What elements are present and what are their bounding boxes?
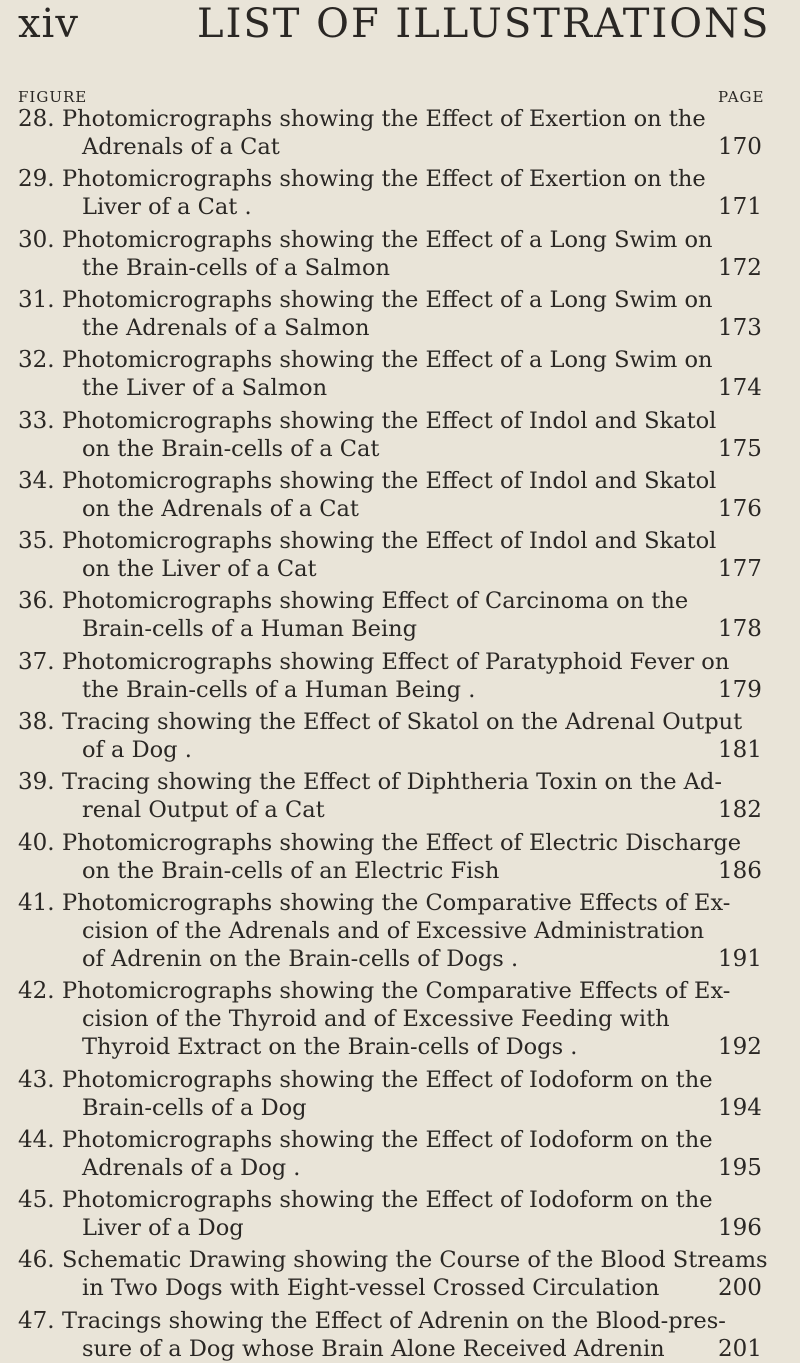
caption-line: the Liver of a Salmon bbox=[82, 375, 328, 402]
caption-line: Photomicrographs showing the Comparative Effects of Ex- bbox=[62, 978, 731, 1005]
figure-number: 34. bbox=[18, 467, 55, 494]
caption-line: in Two Dogs with Eight-vessel Crossed Circulation bbox=[82, 1275, 660, 1302]
figure-caption bbox=[62, 105, 710, 161]
figure-number: 41. bbox=[18, 889, 55, 916]
page-reference: 200 bbox=[718, 1275, 762, 1302]
caption-line: Tracing showing the Effect of Diphtheria Toxin on the Ad- bbox=[62, 769, 722, 796]
page-reference: 179 bbox=[718, 676, 762, 703]
figure-caption bbox=[62, 407, 717, 463]
caption-line: Photomicrographs showing the Effect of Indol and Skatol bbox=[62, 467, 717, 494]
figure-number: 30. bbox=[18, 226, 55, 253]
figure-number: 42. bbox=[18, 978, 55, 1005]
page-reference: 192 bbox=[718, 1034, 762, 1061]
page-reference: 170 bbox=[718, 134, 762, 160]
page-reference: 201 bbox=[718, 1335, 762, 1362]
figure-caption bbox=[62, 648, 730, 704]
page-reference: 178 bbox=[718, 616, 762, 643]
caption-line: Adrenals of a Cat bbox=[82, 134, 280, 160]
page-reference: 182 bbox=[718, 797, 762, 824]
caption-line: sure of a Dog whose Brain Alone Received Adrenin bbox=[82, 1335, 665, 1362]
caption-line: the Brain-cells of a Human Being . bbox=[82, 676, 476, 703]
caption-line: Photomicrographs showing the Effect of Electric Discharge bbox=[62, 829, 742, 856]
caption-line: Photomicrographs showing the Effect of Iodoform on the bbox=[62, 1187, 713, 1214]
caption-line: renal Output of a Cat bbox=[82, 797, 325, 824]
figure-number: 36. bbox=[18, 588, 55, 615]
caption-line: Photomicrographs showing the Effect of a Long Swim on bbox=[62, 286, 713, 313]
caption-line: Liver of a Dog bbox=[82, 1215, 244, 1242]
caption-line: Thyroid Extract on the Brain-cells of Dogs . bbox=[82, 1034, 578, 1061]
figure-caption bbox=[62, 1186, 713, 1242]
caption-line: Schematic Drawing showing the Course of the Blood Streams bbox=[62, 1247, 768, 1274]
figure-number: 31. bbox=[18, 286, 55, 313]
caption-line: Adrenals of a Dog . bbox=[82, 1154, 301, 1181]
figure-caption bbox=[62, 467, 717, 523]
page-reference: 172 bbox=[718, 254, 762, 281]
figure-column-heading: FIGURE bbox=[18, 88, 88, 106]
caption-line: the Adrenals of a Salmon bbox=[82, 314, 370, 341]
caption-line: Photomicrographs showing the Comparative Effects of Ex- bbox=[62, 889, 731, 916]
figure-number: 29. bbox=[18, 166, 55, 193]
caption-line: Photomicrographs showing Effect of Carcinoma on the bbox=[62, 588, 689, 615]
figure-number: 44. bbox=[18, 1126, 55, 1153]
caption-line: Photomicrographs showing the Effect of a Long Swim on bbox=[62, 347, 713, 374]
caption-line: of a Dog . bbox=[82, 737, 192, 763]
figure-caption bbox=[62, 1066, 713, 1122]
caption-line: Photomicrographs showing the Effect of Indol and Skatol bbox=[62, 528, 717, 555]
page-reference: 173 bbox=[718, 314, 762, 341]
figure-number: 39. bbox=[18, 769, 55, 796]
figure-caption bbox=[62, 346, 713, 402]
page-reference: 174 bbox=[718, 375, 762, 402]
figure-number: 35. bbox=[18, 528, 55, 555]
figure-caption bbox=[62, 1307, 726, 1363]
figure-number: 33. bbox=[18, 407, 55, 434]
running-title: LIST OF ILLUSTRATIONS bbox=[197, 1, 771, 47]
page-column-heading: PAGE bbox=[718, 88, 765, 106]
caption-line: on the Brain-cells of a Cat bbox=[82, 435, 380, 462]
caption-line: Photomicrographs showing the Effect of Indol and Skatol bbox=[62, 407, 717, 434]
caption-line: Brain-cells of a Human Being bbox=[82, 616, 418, 643]
caption-line: on the Brain-cells of an Electric Fish bbox=[82, 857, 500, 884]
page-reference: 171 bbox=[718, 194, 762, 221]
caption-line: cision of the Adrenals and of Excessive Administration bbox=[82, 917, 705, 944]
page-reference: 195 bbox=[718, 1154, 762, 1181]
caption-line: on the Liver of a Cat bbox=[82, 556, 317, 583]
caption-line: Tracings showing the Effect of Adrenin on the Blood-pres- bbox=[62, 1307, 726, 1334]
figure-caption bbox=[62, 165, 710, 221]
figure-caption bbox=[62, 527, 717, 583]
caption-line: cision of the Thyroid and of Excessive Feeding with bbox=[82, 1006, 670, 1033]
caption-line: Photomicrographs showing Effect of Paratyphoid Fever on bbox=[62, 648, 730, 675]
figure-number: 28. bbox=[18, 106, 55, 132]
figure-caption bbox=[62, 226, 713, 282]
caption-line: Photomicrographs showing the Effect of a Long Swim on bbox=[62, 226, 713, 253]
page-reference: 175 bbox=[718, 435, 762, 462]
figure-number: 46. bbox=[18, 1247, 55, 1274]
figure-caption bbox=[62, 587, 710, 643]
figure-number: 43. bbox=[18, 1066, 55, 1093]
figure-number: 40. bbox=[18, 829, 55, 856]
page-number: xiv bbox=[18, 1, 79, 47]
figure-caption bbox=[62, 768, 722, 824]
page-reference: 176 bbox=[718, 495, 762, 522]
figure-number: 32. bbox=[18, 347, 55, 374]
figure-number: 47. bbox=[18, 1307, 55, 1334]
figure-caption bbox=[62, 977, 731, 1061]
caption-line: on the Adrenals of a Cat bbox=[82, 495, 359, 522]
caption-line: Brain-cells of a Dog bbox=[82, 1094, 307, 1121]
page-reference: 194 bbox=[718, 1094, 762, 1121]
figure-number: 37. bbox=[18, 648, 55, 675]
figure-caption bbox=[62, 286, 713, 342]
page-header bbox=[0, 0, 800, 80]
figure-caption bbox=[62, 1126, 713, 1182]
page-reference: 186 bbox=[718, 857, 762, 884]
caption-line: Liver of a Cat . bbox=[82, 194, 252, 221]
figure-number: 45. bbox=[18, 1187, 55, 1214]
caption-line: the Brain-cells of a Salmon bbox=[82, 254, 390, 281]
figure-caption bbox=[62, 889, 731, 973]
caption-line: Photomicrographs showing the Effect of Exertion on the bbox=[62, 106, 706, 132]
caption-line: Tracing showing the Effect of Skatol on the Adrenal Output bbox=[62, 709, 743, 735]
caption-line: of Adrenin on the Brain-cells of Dogs . bbox=[82, 945, 519, 972]
caption-line: Photomicrographs showing the Effect of Iodoform on the bbox=[62, 1066, 713, 1093]
figure-number: 38. bbox=[18, 709, 55, 735]
page-reference: 196 bbox=[718, 1215, 762, 1242]
page-reference: 177 bbox=[718, 556, 762, 583]
page-reference: 181 bbox=[718, 737, 762, 763]
page-reference: 191 bbox=[718, 945, 762, 972]
caption-line: Photomicrographs showing the Effect of Iodoform on the bbox=[62, 1126, 713, 1153]
caption-line: Photomicrographs showing the Effect of Exertion on the bbox=[62, 166, 706, 193]
